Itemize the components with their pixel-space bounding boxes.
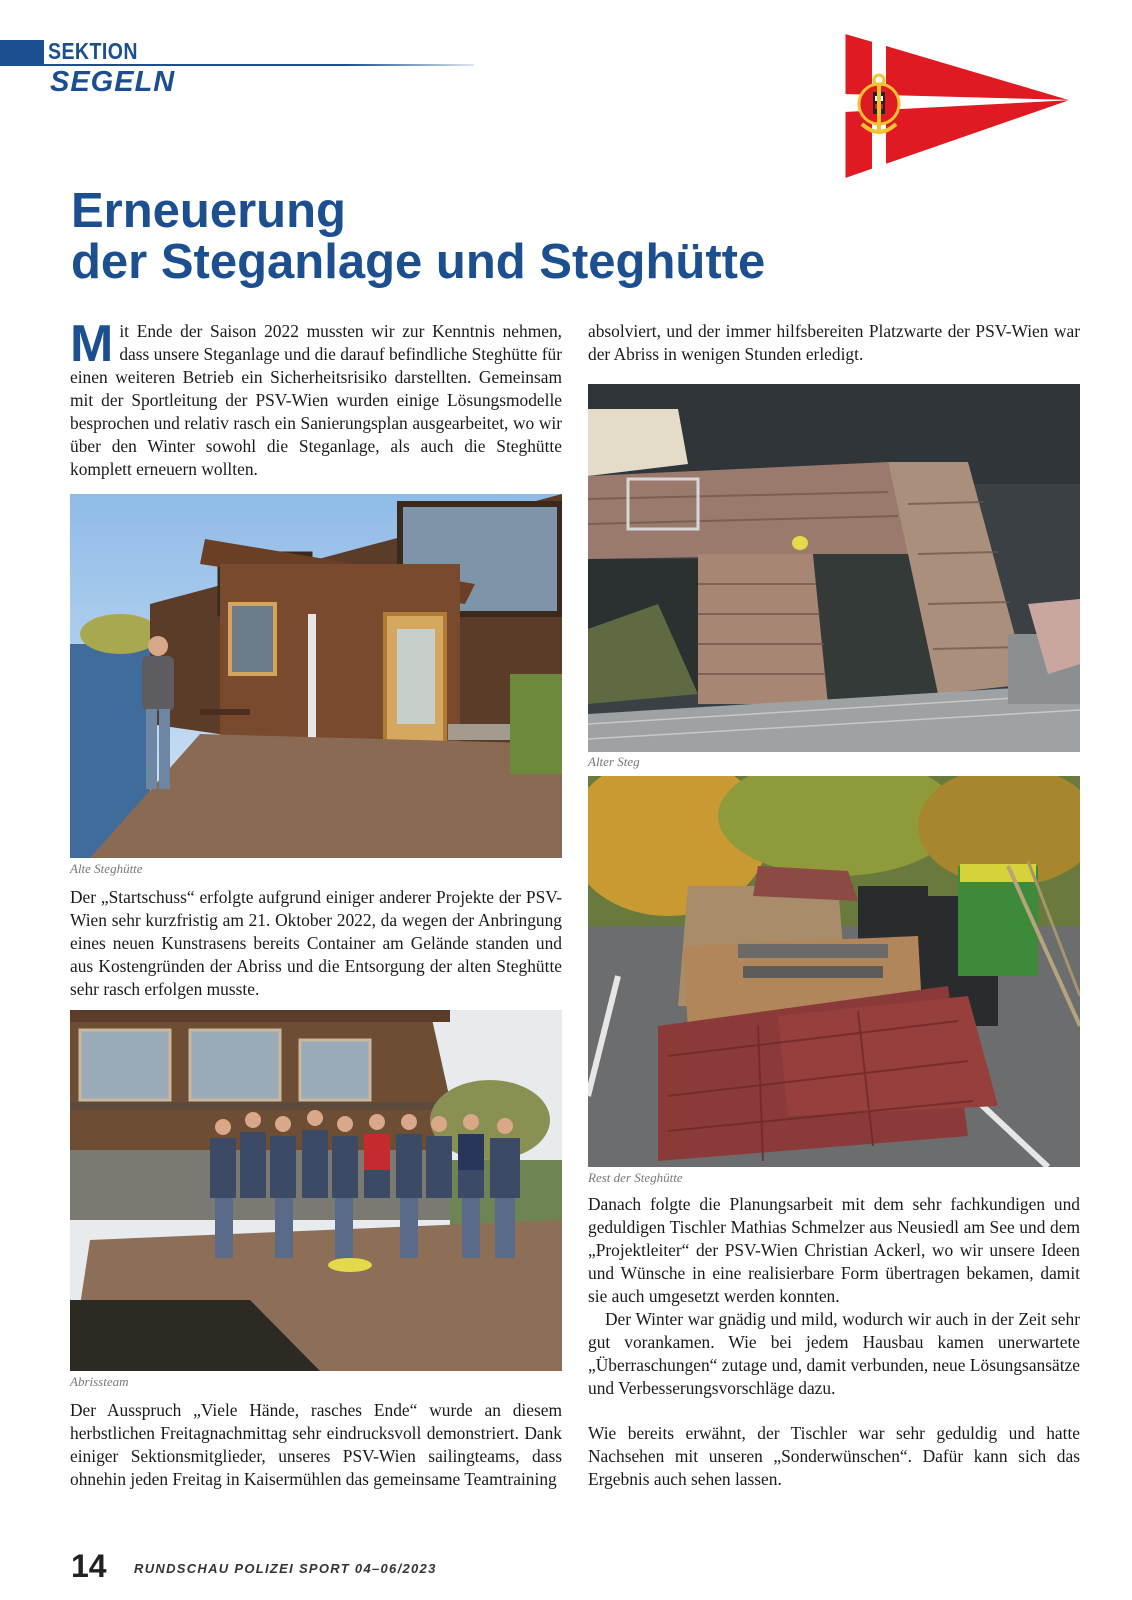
paragraph-continued: absolviert, und der immer hilfsbereiten Platzwarte der PSV-Wien war der Abriss in wenigen Stunden erledigt.: [588, 321, 1080, 364]
paragraph-startschuss: Der „Startschuss“ erfolgte aufgrund einiger anderer Projekte der PSV-Wien sehr kurzfristig am 21. Oktober 2022, da wegen der Anbringung eines neuen Kunstrasens bereits Container am Gelände standen und aus Kostengründen der Abriss und die Entsorgung der alten Steghütte sehr rasch erfolgen musste.: [70, 887, 562, 999]
caption-alter-steg: Alter Steg: [588, 754, 640, 769]
title-line-2: der Steganlage und Steghütte: [71, 235, 766, 289]
photo-abrissteam: [70, 1010, 562, 1371]
paragraph-winter: Der Winter war gnädig und mild, wodurch wir auch in der Zeit sehr gut vorankamen. Wie bei jedem Hausbau kamen unerwartete „Überraschungen“ zutage und, damit verbunden, neue Lösungsansätze und Verbesserungsvorschläge dazu.: [588, 1309, 1080, 1398]
caption-alte-steghuette: Alte Steghütte: [70, 861, 143, 876]
paragraph-tischler: Wie bereits erwähnt, der Tischler war sehr geduldig und hatte Nachsehen mit unseren „Sonderwünschen“. Dafür kann sich das Ergebnis auch sehen lassen.: [588, 1423, 1080, 1489]
title-line-1: Erneuerung: [71, 184, 346, 238]
section-name: SEGELN: [50, 66, 176, 98]
pennant-flag-icon: [842, 28, 1078, 186]
paragraph-ausspruch: Der Ausspruch „Viele Hände, rasches Ende“ wurde an diesem herbstlichen Freitagnachmittag sehr eindrucksvoll demonstriert. Dank einiger Sektionsmitglieder, unseres PSV-Wien sailingteams, dass ohnehin jeden Freitag in Kaisermühlen das gemeinsame Teamtraining: [70, 1400, 562, 1489]
section-color-bar: [0, 40, 44, 66]
drop-cap: M: [70, 315, 114, 373]
paragraph-planung: Danach folgte die Planungsarbeit mit dem sehr fachkundigen und geduldigen Tischler Mathias Schmelzer aus Neusiedl am See und dem „Projektleiter“ der PSV-Wien Christian Ackerl, wo wir unsere Ideen und Wünsche in eine realisierbare Form übertragen bekamen, damit sie auch umgesetzt werden konnten.: [588, 1194, 1080, 1306]
caption-abrissteam: Abrissteam: [70, 1374, 129, 1389]
article-title: [71, 186, 971, 288]
intro-text: it Ende der Saison 2022 mussten wir zur Kenntnis nehmen, dass unsere Steganlage und die darauf befindliche Steghütte für einen weiteren Betrieb ein Sicherheitsrisiko darstellten. Gemeinsam mit der Sportleitung der PSV-Wien wurden einige Lösungsmodelle besprochen und relativ rasch ein Sanierungsplan ausgearbeitet, wo wir über den Winter sowohl die Steganlage, als auch die Steghütte komplett erneuern wollten.: [70, 321, 562, 479]
intro-paragraph: [70, 315, 562, 481]
magazine-footer: RUNDSCHAU POLIZEI SPORT 04–06/2023: [134, 1561, 437, 1576]
photo-alte-steghuette: [70, 494, 562, 858]
paragraph-group-planung: [588, 1193, 1080, 1400]
section-label: SEKTION: [48, 38, 138, 64]
photo-alter-steg: [588, 384, 1080, 752]
caption-rest-der-steghuette: Rest der Steghütte: [588, 1170, 683, 1185]
page-number: 14: [71, 1548, 107, 1584]
photo-rest-der-steghuette: [588, 776, 1080, 1167]
